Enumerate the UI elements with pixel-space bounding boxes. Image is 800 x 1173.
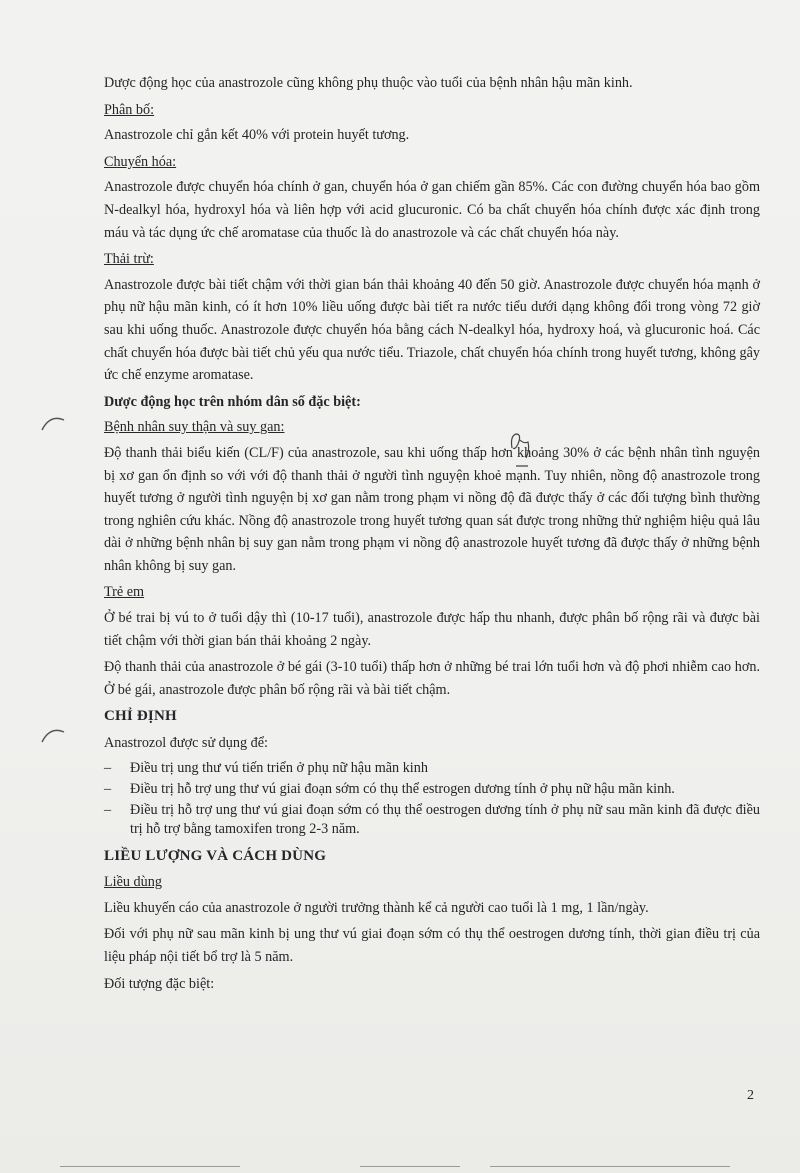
- scan-edge-line: [60, 1166, 240, 1167]
- paragraph-indications-intro: Anastrozol được sử dụng để:: [104, 735, 268, 752]
- paragraph-distribution: Anastrozole chỉ gắn kết 40% với protein huyết tương.: [104, 127, 410, 144]
- paragraph-dose-duration: Đối với phụ nữ sau mãn kinh bị ung thư vú giai đoạn sớm có thụ thể oestrogen dương tính, thời gian điều trị của liệu pháp nội tiết bổ trợ là 5 năm.: [104, 926, 760, 965]
- list-bullet: –: [104, 801, 112, 818]
- subheading-metabolism: Chuyển hóa:: [104, 153, 177, 170]
- paragraph-renal-hepatic: Độ thanh thải biểu kiến (CL/F) của anastrozole, sau khi uống thấp hơn khoảng 30% ở các bệnh nhân tình nguyện bị xơ gan ổn định so với với độ thanh thải ở người tình nguyện khoẻ mạnh. Tuy nhiên, nồng độ anastrozole trong huyết tương ở người tình nguyện bị xơ gan nằm trong phạm vi nồng độ đã được thấy ở các đối tượng bình thường trong nghiên cứu khác. Nồng độ anastrozole trong huyết tương quan sát được trong những thử nghiệm hiệu quả lâu dài ở những bệnh nhân bị suy gan nằm trong phạm vi nồng độ anastrozole huyết tương đã được thấy ở những bệnh nhân không bị suy gan.: [104, 444, 760, 574]
- list-bullet: –: [104, 780, 112, 797]
- section-heading-indications: CHỈ ĐỊNH: [104, 708, 177, 725]
- subheading-children: Trẻ em: [104, 584, 145, 601]
- subheading-distribution: Phân bố:: [104, 101, 155, 118]
- paragraph-dose-adult: Liều khuyến cáo của anastrozole ở người trưởng thành kể cả người cao tuổi là 1 mg, 1 lần/ngày.: [104, 899, 649, 916]
- punch-hole-mark-top: [40, 412, 66, 432]
- indications-list: [104, 759, 760, 839]
- section-heading-dosage: LIỀU LƯỢNG VÀ CÁCH DÙNG: [104, 847, 327, 864]
- scan-edge-line: [490, 1166, 730, 1167]
- paragraph-children-boys: Ở bé trai bị vú to ở tuổi dậy thì (10-17 tuổi), anastrozole được hấp thu nhanh, được phân bố rộng rãi và được bài tiết chậm với thời gian bán thải khoảng 2 ngày.: [104, 610, 760, 649]
- list-bullet: –: [104, 759, 112, 776]
- punch-hole-mark-bottom: [40, 724, 66, 744]
- paragraph-metabolism: Anastrozole được chuyển hóa chính ở gan, chuyển hóa ở gan chiếm gần 85%. Các con đường chuyển hóa bao gồm N-dealkyl hóa, hydroxyl hóa và liên hợp với acid glucuronic. Có ba chất chuyển hóa chính được xác định trong máu và tác dụng ức chế aromatase của thuốc là do anastrozole và các chất chuyển hóa này.: [104, 179, 760, 241]
- paragraph-elimination: Anastrozole được bài tiết chậm với thời gian bán thải khoảng 40 đến 50 giờ. Anastrozole được chuyển hóa mạnh ở phụ nữ hậu mãn kinh, có ít hơn 10% liều uống được bài tiết ra nước tiểu dưới dạng không đổi trong vòng 72 giờ sau khi uống thuốc. Anastrozole được chuyển hóa bằng cách N-dealkyl hóa, hydroxy hoá, và glucuronic hoá. Các chất chuyển hóa được bài tiết chủ yếu qua nước tiểu. Triazole, chất chuyển hóa chính trong huyết tương, không gây ức chế enzyme aromatase.: [104, 276, 760, 384]
- subheading-elimination: Thải trừ:: [104, 251, 154, 268]
- subheading-renal-hepatic: Bệnh nhân suy thận và suy gan:: [104, 419, 285, 436]
- paragraph-special-groups: Đối tượng đặc biệt:: [104, 975, 215, 992]
- paragraph-children-girls: Độ thanh thải của anastrozole ở bé gái (3-10 tuổi) thấp hơn ở những bé trai lớn tuổi hơn và độ phơi nhiễm cao hơn. Ở bé gái, anastrozole được phân bố rộng rãi và bài tiết chậm.: [104, 659, 760, 698]
- heading-special-populations: Dược động học trên nhóm dân số đặc biệt:: [104, 393, 361, 410]
- page-number: 2: [747, 1088, 754, 1103]
- paragraph-age-independence: Dược động học của anastrozole cũng không phụ thuộc vào tuổi của bệnh nhân hậu mãn kinh.: [104, 75, 633, 91]
- document-body: [104, 72, 760, 999]
- subheading-dose: Liều dùng: [104, 874, 162, 891]
- list-item: – Điều trị hỗ trợ ung thư vú giai đoạn sớm có thụ thể estrogen dương tính ở phụ nữ hậu mãn kinh.: [104, 780, 675, 797]
- list-item: – Điều trị hỗ trợ ung thư vú giai đoạn sớm có thụ thể oestrogen dương tính ở phụ nữ sau mãn kinh đã được điều trị hỗ trợ bằng tamoxifen trong 2-3 năm.: [104, 801, 760, 837]
- scan-edge-line: [360, 1166, 460, 1167]
- list-item: – Điều trị ung thư vú tiến triển ở phụ nữ hậu mãn kinh: [104, 759, 428, 776]
